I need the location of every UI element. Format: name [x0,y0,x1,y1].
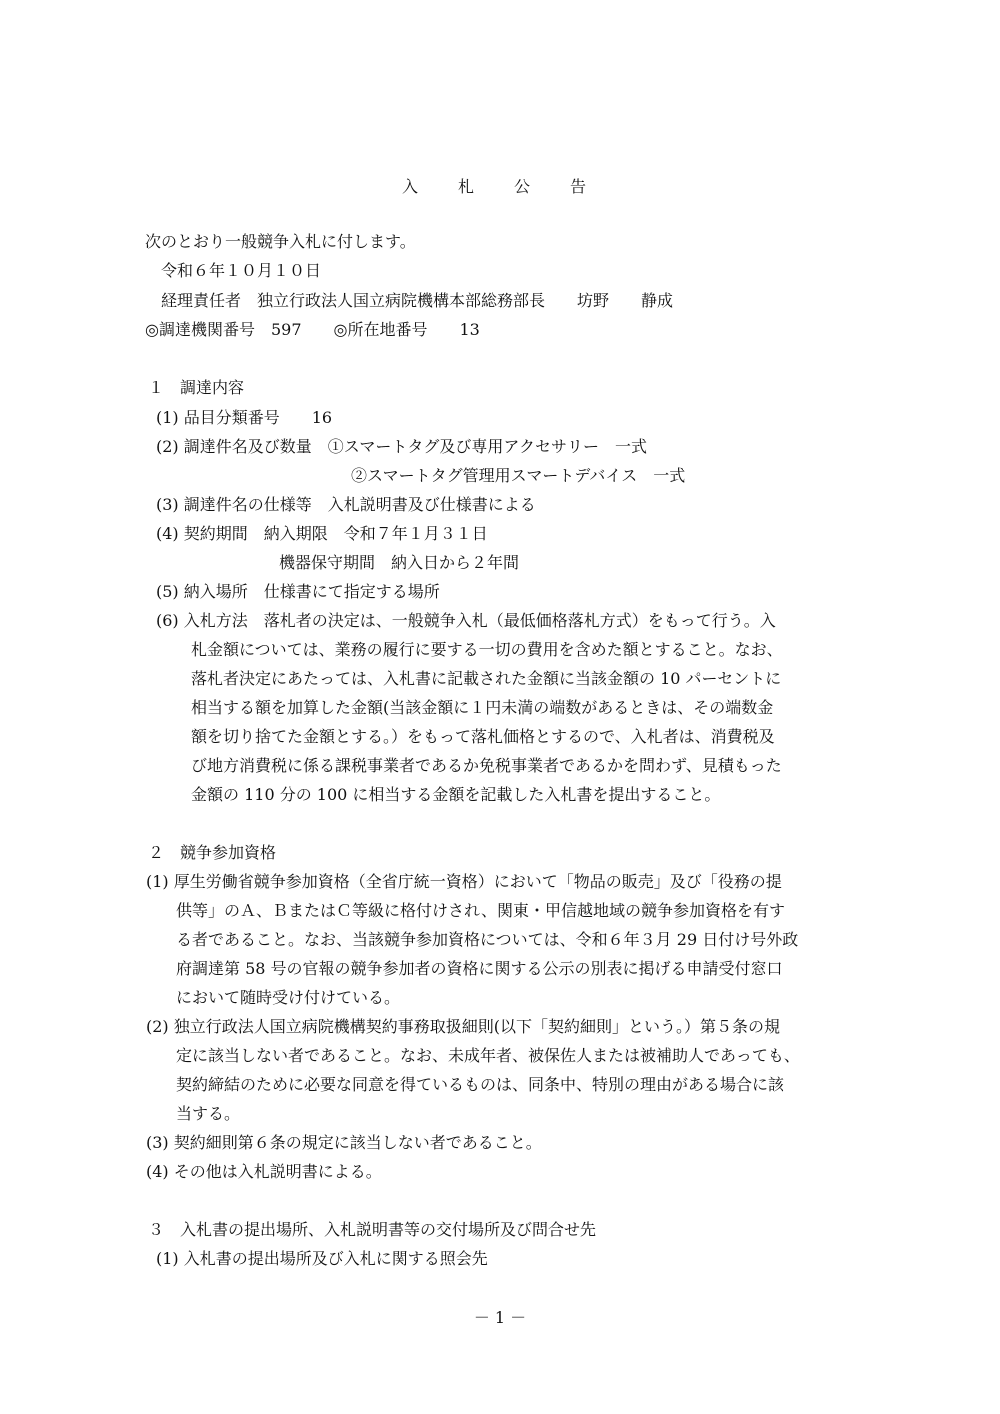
notice-date: 令和６年１０月１０日 [161,261,322,280]
page-number: － 1 － [473,1308,527,1327]
accounting-officer: 経理責任者 独立行政法人国立病院機構本部総務部長 坊野 静成 [161,291,674,310]
item-name-quantity-2: ②スマートタグ管理用スマートデバイス 一式 [351,466,686,485]
bidding-method-line: (6) 入札方法 落札者の決定は、一般競争入札（最低価格落札方式）をもって行う。入 [156,611,776,630]
intro-text: 次のとおり一般競争入札に付します。 [145,232,416,251]
contract-period: (4) 契約期間 納入期限 令和７年１月３１日 [156,524,488,543]
bidding-method-line: 金額の 110 分の 100 に相当する金額を記載した入札書を提出すること。 [191,785,721,804]
qualification-1-line: る者であること。なお、当該競争参加資格については、令和６年３月 29 日付け号外政 [176,930,799,949]
qualification-1-line: (1) 厚生労働省競争参加資格（全省庁統一資格）において「物品の販売」及び「役務の提 [146,872,782,891]
bidding-method-line: 相当する額を加算した金額(当該金額に１円未満の端数があるときは、その端数金 [191,698,774,717]
qualification-1-line: 供等」のＡ、ＢまたはＣ等級に格付けされ、関東・甲信越地域の競争参加資格を有す [176,901,785,920]
section-2-heading: ２ 競争参加資格 [148,843,277,862]
notice-title: 入 札 公 告 [401,177,598,196]
bidding-method-line: 額を切り捨てた金額とする。）をもって落札価格とするので、入札者は、消費税及 [191,727,775,746]
qualification-3: (3) 契約細則第６条の規定に該当しない者であること。 [146,1133,542,1152]
qualification-2-line: 定に該当しない者であること。なお、未成年者、被保佐人または被補助人であっても、 [176,1046,800,1065]
bidding-method-line: 札金額については、業務の履行に要する一切の費用を含めた額とすること。なお、 [191,640,783,659]
procurement-codes: ◎調達機関番号 597 ◎所在地番号 13 [145,320,480,339]
item-classification: (1) 品目分類番号 16 [156,408,333,427]
section-3-heading: ３ 入札書の提出場所、入札説明書等の交付場所及び問合せ先 [148,1220,597,1239]
qualification-1-line: において随時受け付けている。 [176,988,401,1007]
qualification-2-line: (2) 独立行政法人国立病院機構契約事務取扱細則(以下「契約細則」という。）第５条の規 [146,1017,780,1036]
bidding-method-line: 落札者決定にあたっては、入札書に記載された金額に当該金額の 10 パーセントに [191,669,782,688]
item-name-quantity: (2) 調達件名及び数量 ①スマートタグ及び専用アクセサリー 一式 [156,437,647,456]
bidding-method-line: び地方消費税に係る課税事業者であるか免税事業者であるかを問わず、見積もった [191,756,782,775]
item-specification: (3) 調達件名の仕様等 入札説明書及び仕様書による [156,495,536,514]
section-1-heading: １ 調達内容 [148,378,245,397]
submission-location: (1) 入札書の提出場所及び入札に関する照会先 [156,1249,488,1268]
qualification-2-line: 契約締結のために必要な同意を得ているものは、同条中、特別の理由がある場合に該 [176,1075,785,1094]
qualification-4: (4) その他は入札説明書による。 [146,1162,382,1181]
qualification-2-line: 当する。 [176,1104,241,1123]
qualification-1-line: 府調達第 58 号の官報の競争参加者の資格に関する公示の別表に掲げる申請受付窓口 [176,959,783,978]
delivery-location: (5) 納入場所 仕様書にて指定する場所 [156,582,440,601]
maintenance-period: 機器保守期間 納入日から２年間 [279,553,520,572]
